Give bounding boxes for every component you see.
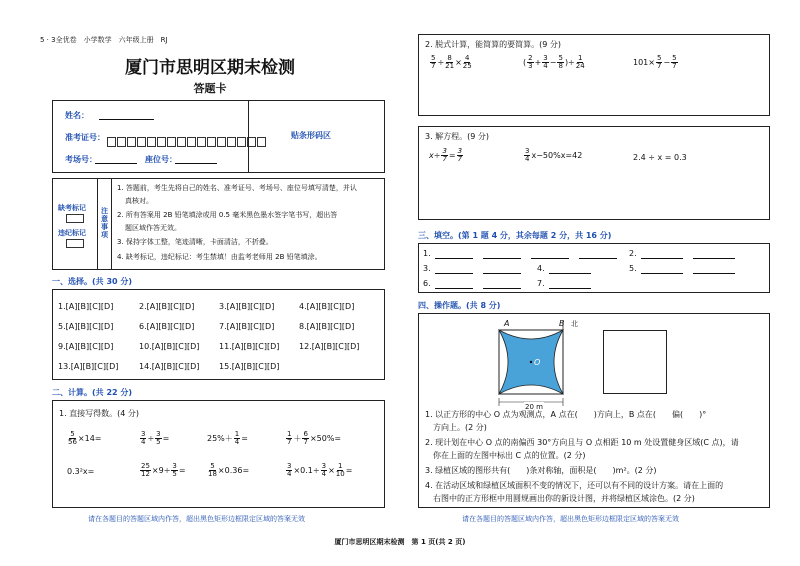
page-title: 厦门市思明区期末检测 — [125, 58, 295, 78]
fill-box — [418, 243, 770, 293]
notice-line: 题区域作答无效。 — [125, 224, 181, 232]
exam-no-cells[interactable] — [107, 131, 267, 150]
choice-4[interactable]: 4.[A][B][C][D] — [299, 302, 355, 311]
fill-1[interactable]: 1. — [423, 249, 617, 259]
seat-field[interactable] — [175, 163, 217, 164]
absent-mark-label: 缺考标记 — [58, 204, 86, 212]
fill-3[interactable]: 3. — [423, 264, 521, 274]
north-label: 北 — [571, 320, 578, 328]
room-label: 考场号： — [65, 155, 97, 164]
fill-5[interactable]: 5. — [629, 264, 735, 274]
notice-line: 真核对。 — [125, 197, 153, 205]
calc-item-5: 0.3²x= — [67, 467, 95, 476]
choice-6[interactable]: 6.[A][B][C][D] — [139, 322, 195, 331]
exam-no-label: 准考证号： — [65, 133, 105, 142]
violation-mark-box[interactable] — [66, 239, 84, 248]
q2-item-2: ( $\frac{2}{3}$ + $\frac{3}{4}$ − $\frac{5}{8}$ )÷ $\frac{1}{24}$ — [523, 54, 585, 70]
q3-item-3: 2.4 ÷ x = 0.3 — [633, 153, 687, 162]
choice-14[interactable]: 14.[A][B][C][D] — [139, 362, 200, 371]
info-box — [52, 100, 385, 173]
choice-5[interactable]: 5.[A][B][C][D] — [58, 322, 114, 331]
choice-11[interactable]: 11.[A][B][C][D] — [219, 342, 280, 351]
q2-item-3: 101× $\frac{5}{7}$ − $\frac{5}{7}$ — [633, 54, 677, 70]
choice-3[interactable]: 3.[A][B][C][D] — [219, 302, 275, 311]
notice-line: 4. 缺考标记，违纪标记：考生禁填！由监考老师用 2B 铅笔填涂。 — [117, 253, 322, 261]
op-q2: 2. 现计划在中心 O 点的南偏西 30°方向且与 O 点相距 10 m 处设置健身区域(C 点)，请 — [425, 438, 739, 447]
barcode-area: 贴条形码区 — [291, 131, 331, 140]
center-o-label: O — [534, 358, 541, 367]
footer-warning-left: 请在各题目的答题区域内作答，超出黑色矩形边框限定区域的答案无效 — [88, 515, 305, 523]
choice-1[interactable]: 1.[A][B][C][D] — [58, 302, 114, 311]
calc-box — [52, 400, 385, 508]
choice-8[interactable]: 8.[A][B][C][D] — [299, 322, 355, 331]
calc-item-8: $\frac{3}{4}$ ×0.1÷ $\frac{3}{4}$ × $\frac{1}{10}$ = — [287, 462, 353, 478]
q2-title: 2. 脱式计算，能简算的要简算。(9 分) — [425, 40, 562, 49]
op-q4b: 右图中的正方形框中用圆规画出你的新设计图，并将绿植区域涂色。(2 分) — [433, 494, 695, 503]
q2-box — [418, 34, 770, 116]
op-q4: 4. 在活动区域和绿植区域面积不变的情况下，还可以有不同的设计方案。请在上面的 — [425, 481, 724, 490]
point-b-label: B — [559, 319, 565, 328]
room-field[interactable] — [95, 163, 137, 164]
notice-box — [52, 178, 385, 270]
calc-item-4: $\frac{1}{7}$ ＋ $\frac{6}{7}$ ×50%= — [287, 430, 342, 446]
op-q1: 1. 以正方形的中心 O 点为观测点，A 点在( )方向上，B 点在( 偏( )° — [425, 410, 707, 419]
op-q1b: 方向上。(2 分) — [433, 423, 487, 432]
page-subtitle: 答题卡 — [193, 82, 227, 95]
point-a-label: A — [504, 319, 510, 328]
calc-item-7: $\frac{5}{18}$ ×0.36= — [208, 462, 250, 478]
violation-mark-label: 违纪标记 — [58, 229, 86, 237]
name-field[interactable] — [99, 119, 154, 120]
series-header: 5 · 3全优卷 小学数学 六年级上册 RJ — [40, 36, 168, 44]
section3-heading: 三、填空。(第 1 题 4 分，其余每题 2 分，共 16 分) — [418, 231, 612, 240]
design-square-right[interactable] — [603, 330, 667, 394]
choice-15[interactable]: 15.[A][B][C][D] — [219, 362, 280, 371]
page-footer: 厦门市思明区期末检测 第 1 页(共 2 页) — [334, 538, 466, 546]
q3-item-1: x÷ $\frac{3}{7}$ = $\frac{3}{7}$ — [429, 147, 463, 163]
choice-9[interactable]: 9.[A][B][C][D] — [58, 342, 114, 351]
choice-2[interactable]: 2.[A][B][C][D] — [139, 302, 195, 311]
choice-7[interactable]: 7.[A][B][C][D] — [219, 322, 275, 331]
calc-item-6: $\frac{25}{12}$ ×9÷ $\frac{3}{5}$ = — [141, 462, 186, 478]
name-label: 姓名： — [65, 111, 89, 120]
seat-label: 座位号： — [145, 155, 177, 164]
operation-box — [418, 313, 770, 508]
notice-line: 3. 保持字体工整，笔迹清晰，卡面清洁，不折叠。 — [117, 238, 273, 246]
q3-box — [418, 126, 770, 220]
fill-4[interactable]: 4. — [537, 264, 591, 274]
choice-13[interactable]: 13.[A][B][C][D] — [58, 362, 119, 371]
fill-2[interactable]: 2. — [629, 249, 735, 259]
q3-item-2: $\frac{3}{4}$ x−50%x=42 — [525, 147, 583, 163]
fill-6[interactable]: 6. — [423, 279, 521, 289]
section2-heading: 二、计算。(共 22 分) — [52, 388, 133, 397]
section4-heading: 四、操作题。(共 8 分) — [418, 301, 501, 310]
choice-box — [52, 289, 385, 380]
notice-side-label: 注意事项 — [101, 207, 108, 239]
choice-12[interactable]: 12.[A][B][C][D] — [299, 342, 360, 351]
calc-item-2: $\frac{3}{4}$ ÷ $\frac{3}{5}$ = — [141, 430, 170, 446]
notice-line: 2. 所有答案用 2B 铅笔填涂或用 0.5 毫米黑色墨水签字笔书写，超出答 — [117, 211, 338, 219]
section1-heading: 一、选择。(共 30 分) — [52, 277, 133, 286]
calc-item-1: $\frac{5}{56}$ ×14= — [68, 430, 102, 446]
q2-item-1: $\frac{5}{7}$ ÷ $\frac{8}{21}$ × $\frac{4}{25}$ — [431, 54, 472, 70]
width-label: 20 m — [525, 403, 543, 411]
q1-title: 1. 直接写得数。(4 分) — [59, 409, 140, 418]
notice-line: 1. 答题前，考生先将自己的姓名、准考证号、考场号、座位号填写清楚，并认 — [117, 184, 357, 192]
choice-10[interactable]: 10.[A][B][C][D] — [139, 342, 200, 351]
q3-title: 3. 解方程。(9 分) — [425, 132, 490, 141]
absent-mark-box[interactable] — [66, 214, 84, 223]
op-q3: 3. 绿植区域的图形共有( )条对称轴，面积是( )m²。(2 分) — [425, 466, 657, 475]
calc-item-3: 25%＋ $\frac{1}{4}$ = — [207, 430, 248, 446]
footer-warning-right: 请在各题目的答题区域内作答，超出黑色矩形边框限定区域的答案无效 — [462, 515, 679, 523]
op-q2b: 你在上面的左图中标出 C 点的位置。(2 分) — [433, 451, 586, 460]
fill-7[interactable]: 7. — [537, 279, 591, 289]
